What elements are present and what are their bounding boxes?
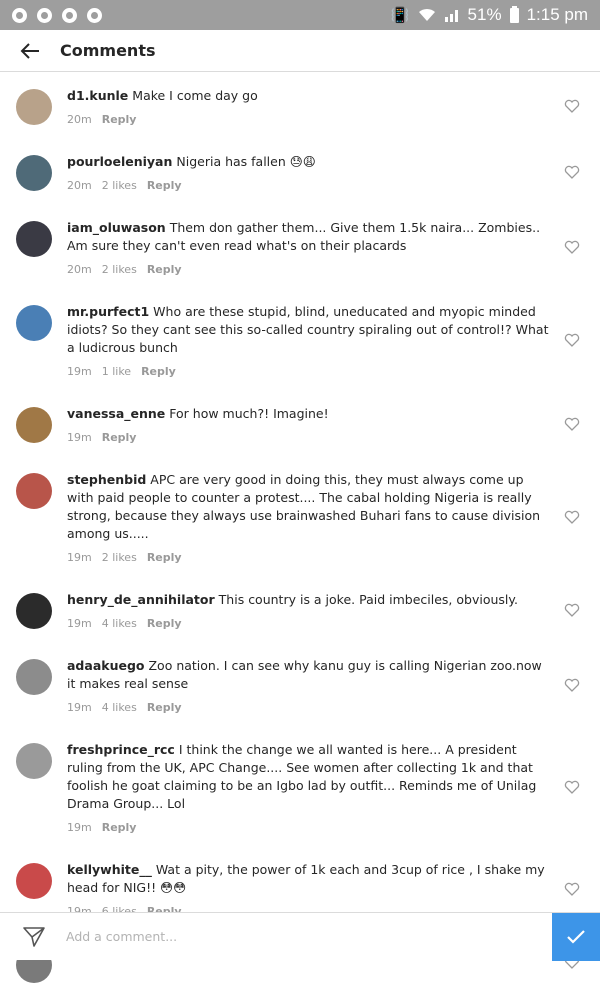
comment-timestamp: 19m: [67, 551, 92, 564]
comment-timestamp: 19m: [67, 431, 92, 444]
comment-likes[interactable]: 4 likes: [101, 701, 137, 714]
checkmark-icon: [566, 929, 586, 945]
comment-row[interactable]: [0, 727, 600, 847]
like-heart-icon[interactable]: [564, 603, 580, 617]
vibrate-icon: 📳: [390, 7, 410, 24]
like-heart-icon[interactable]: [564, 780, 580, 794]
direct-send-icon[interactable]: [22, 925, 46, 949]
comment-body: [67, 219, 551, 279]
like-heart-icon[interactable]: [564, 165, 580, 179]
comment-username[interactable]: pourloeleniyan: [67, 154, 173, 169]
comment-username[interactable]: iam_oluwason: [67, 220, 166, 235]
comment-row[interactable]: [0, 289, 600, 391]
comment-meta: [67, 429, 551, 447]
post-comment-button[interactable]: [552, 913, 600, 961]
notification-icon: [37, 8, 52, 23]
battery-percent: 51%: [467, 5, 502, 24]
comment-text-line: [67, 471, 551, 543]
avatar[interactable]: [16, 407, 52, 443]
avatar[interactable]: [16, 593, 52, 629]
header: [0, 30, 600, 72]
comment-text-line: [67, 861, 551, 897]
avatar[interactable]: [16, 305, 52, 341]
comment-body: [67, 303, 551, 381]
add-comment-input[interactable]: [66, 929, 486, 944]
comment-meta: [67, 261, 551, 279]
reply-button[interactable]: Reply: [101, 821, 137, 834]
comment-username[interactable]: stephenbid: [67, 472, 147, 487]
comment-text: Zoo nation. I can see why kanu guy is calling Nigerian zoo.now it makes real sense: [67, 658, 542, 691]
comment-text: I think the change we all wanted is here... A president ruling from the UK, APC Change.... See women after collecting 1k and that foolish he goat claiming to be an Igbo lad by outfit... Reminds me of Unilag Drama Group... Lol: [67, 742, 537, 811]
comment-username[interactable]: d1.kunle: [67, 88, 129, 103]
reply-button[interactable]: Reply: [146, 263, 182, 276]
comment-timestamp: 20m: [67, 263, 92, 276]
comment-text-line: [67, 405, 551, 423]
comment-username[interactable]: vanessa_enne: [67, 406, 166, 421]
like-heart-icon[interactable]: [564, 510, 580, 524]
clock: 1:15 pm: [526, 5, 588, 24]
comment-text-line: [67, 87, 551, 105]
page-title: Comments: [60, 41, 156, 60]
comment-timestamp: 19m: [67, 617, 92, 630]
avatar[interactable]: [16, 863, 52, 899]
comment-body: [67, 153, 551, 195]
reply-button[interactable]: Reply: [101, 113, 137, 126]
reply-button[interactable]: Reply: [146, 179, 182, 192]
comment-row[interactable]: [0, 457, 600, 577]
comment-text: This country is a joke. Paid imbeciles, obviously.: [218, 592, 518, 607]
reply-button[interactable]: Reply: [141, 365, 176, 378]
comment-timestamp: 19m: [67, 365, 92, 378]
system-status: [391, 5, 588, 25]
like-heart-icon[interactable]: [564, 417, 580, 431]
comment-text: Wat a pity, the power of 1k each and 3cup of rice , I shake my head for NIG!! 😳😳: [67, 862, 545, 895]
comment-composer: [0, 912, 600, 960]
reply-button[interactable]: Reply: [146, 701, 182, 714]
comment-timestamp: 20m: [67, 179, 92, 192]
comment-body: [67, 405, 551, 447]
comment-list[interactable]: [0, 73, 600, 911]
comment-text-line: [67, 741, 551, 813]
comment-text-line: [67, 591, 551, 609]
comment-likes[interactable]: 4 likes: [101, 617, 137, 630]
comment-row[interactable]: [0, 73, 600, 139]
back-arrow-icon: [20, 43, 40, 59]
comment-meta: [67, 363, 551, 381]
signal-icon: [444, 8, 460, 22]
comment-username[interactable]: henry_de_annihilator: [67, 592, 215, 607]
comment-text: APC are very good in doing this, they must always come up with paid people to counter a protest.... The cabal holding Nigeria is really strong, because they always use brainwashed Buhari fans to cause division among us.....: [67, 472, 541, 541]
comment-body: [67, 591, 551, 633]
comment-likes[interactable]: 2 likes: [101, 179, 137, 192]
comment-text: Them don gather them... Give them 1.5k naira... Zombies.. Am sure they can't even read what's on their placards: [67, 220, 541, 253]
comment-text-line: [67, 153, 551, 171]
comment-username[interactable]: mr.purfect1: [67, 304, 150, 319]
comment-text: Make I come day go: [132, 88, 258, 103]
comment-body: [67, 87, 551, 129]
comment-likes[interactable]: 2 likes: [101, 263, 137, 276]
avatar[interactable]: [16, 89, 52, 125]
notification-icon: [87, 8, 102, 23]
like-heart-icon[interactable]: [564, 333, 580, 347]
back-button[interactable]: [10, 36, 50, 66]
avatar[interactable]: [16, 221, 52, 257]
avatar[interactable]: [16, 659, 52, 695]
like-heart-icon[interactable]: [564, 240, 580, 254]
notification-icons: [12, 8, 102, 23]
notification-icon: [12, 8, 27, 23]
battery-icon: [510, 8, 519, 23]
comment-username[interactable]: kellywhite__: [67, 862, 152, 877]
comment-text-line: [67, 303, 551, 357]
comment-text: Nigeria has fallen 😓😩: [176, 154, 316, 169]
comment-row[interactable]: [0, 205, 600, 289]
comment-body: [67, 471, 551, 567]
comment-timestamp: 20m: [67, 113, 92, 126]
comment-row[interactable]: [0, 139, 600, 205]
reply-button[interactable]: Reply: [146, 551, 182, 564]
comment-text-line: [67, 219, 551, 255]
avatar[interactable]: [16, 473, 52, 509]
comment-row[interactable]: [0, 577, 600, 643]
status-bar: [0, 0, 600, 30]
comment-text: For how much?! Imagine!: [169, 406, 329, 421]
avatar[interactable]: [16, 743, 52, 779]
comment-meta: [67, 177, 551, 195]
comment-timestamp: 19m: [67, 701, 92, 714]
notification-icon: [62, 8, 77, 23]
like-heart-icon[interactable]: [564, 882, 580, 896]
like-heart-icon[interactable]: [564, 678, 580, 692]
comment-meta: [67, 111, 551, 129]
comment-text-line: [67, 657, 551, 693]
comment-row[interactable]: [0, 643, 600, 727]
comment-username[interactable]: adaakuego: [67, 658, 145, 673]
comment-timestamp: 19m: [67, 821, 92, 834]
comment-meta: [67, 615, 551, 633]
comment-meta: [67, 549, 551, 567]
wifi-icon: [418, 8, 436, 22]
comment-body: [67, 741, 551, 837]
avatar[interactable]: [16, 155, 52, 191]
like-heart-icon[interactable]: [564, 99, 580, 113]
reply-button[interactable]: Reply: [101, 431, 137, 444]
comment-meta: [67, 699, 551, 717]
comment-likes[interactable]: 2 likes: [101, 551, 137, 564]
comment-likes[interactable]: 1 like: [101, 365, 132, 378]
comment-body: [67, 657, 551, 717]
reply-button[interactable]: Reply: [146, 617, 182, 630]
comment-text: Who are these stupid, blind, uneducated and myopic minded idiots? So they cant see this so-called country spiraling out of control!? What a ludicrous bunch: [67, 304, 549, 355]
comment-row[interactable]: [0, 391, 600, 457]
comment-meta: [67, 819, 551, 837]
comment-username[interactable]: freshprince_rcc: [67, 742, 175, 757]
